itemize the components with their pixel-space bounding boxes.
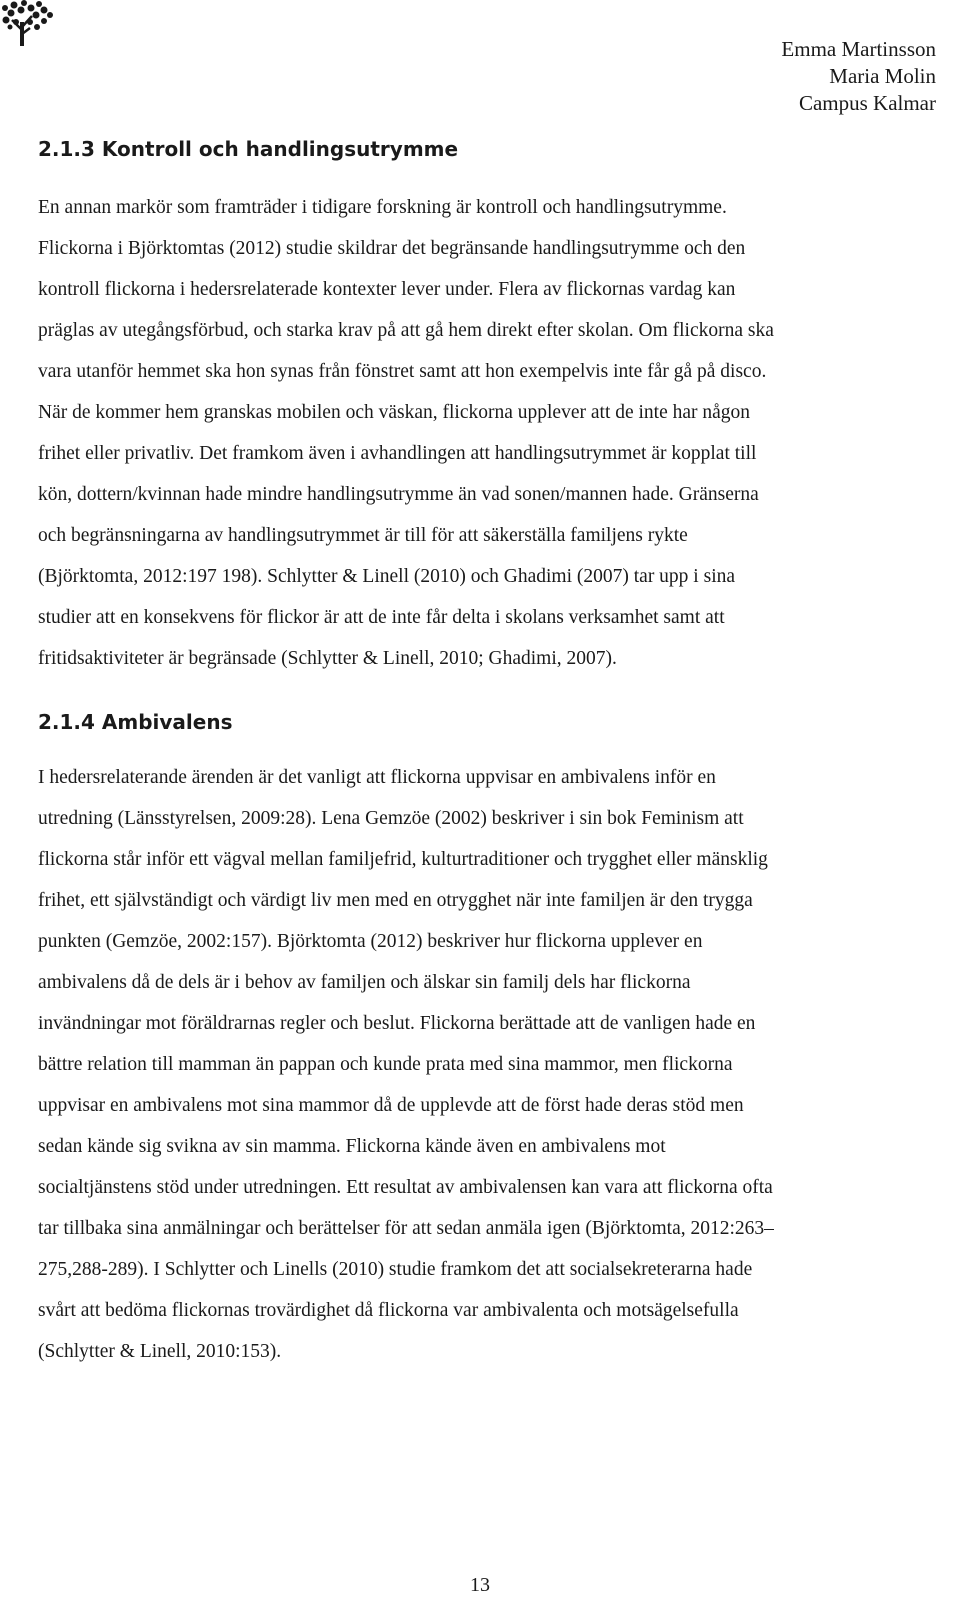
text-line: flickorna står inför ett vägval mellan familjefrid, kulturtraditioner och trygghet eller mänsklig	[38, 849, 768, 870]
header-campus: Campus Kalmar	[798, 91, 936, 115]
text-line: socialtjänstens stöd under utredningen. Ett resultat av ambivalensen kan vara att flickorna ofta	[38, 1177, 773, 1198]
page-number: 13	[470, 1574, 490, 1596]
paragraph-kontroll	[38, 187, 933, 679]
header-author-1: Emma Martinsson	[781, 37, 936, 61]
header-author-2: Maria Molin	[829, 64, 936, 88]
section-heading-ambivalens: 2.1.4 Ambivalens	[38, 710, 233, 734]
text-line: frihet, ett självständigt och värdigt liv men med en otrygghet när inte familjen är den trygga	[38, 890, 753, 911]
text-line: frihet eller privatliv. Det framkom även i avhandlingen att handlingsutrymmet är kopplat till	[38, 443, 757, 464]
text-line: utredning (Länsstyrelsen, 2009:28). Lena Gemzöe (2002) beskriver i sin bok Feminism att	[38, 808, 744, 829]
text-line: (Björktomta, 2012:197 198). Schlytter & Linell (2010) och Ghadimi (2007) tar upp i sina	[38, 566, 736, 587]
paragraph-ambivalens	[38, 757, 933, 1372]
text-line: 275,288-289). I Schlytter och Linells (2010) studie framkom det att socialsekreterarna hade	[38, 1259, 753, 1280]
text-line: och begränsningarna av handlingsutrymmet är till för att säkerställa familjens rykte	[38, 525, 688, 546]
text-line: uppvisar en ambivalens mot sina mammor då de upplevde att de först hade deras stöd men	[38, 1095, 744, 1116]
text-line: sedan kände sig svikna av sin mamma. Flickorna kände även en ambivalens mot	[38, 1136, 666, 1157]
text-line: bättre relation till mamman än pappan och kunde prata med sina mammor, men flickorna	[38, 1054, 733, 1075]
page-header	[781, 36, 936, 117]
text-line: fritidsaktiviteter är begränsade (Schlytter & Linell, 2010; Ghadimi, 2007).	[38, 648, 617, 669]
text-line: (Schlytter & Linell, 2010:153).	[38, 1341, 282, 1362]
section-heading-kontroll: 2.1.3 Kontroll och handlingsutrymme	[38, 137, 459, 161]
text-line: tar tillbaka sina anmälningar och berättelser för att sedan anmäla igen (Björktomta, 2012:263–	[38, 1218, 774, 1239]
text-line: Flickorna i Björktomtas (2012) studie skildrar det begränsande handlingsutrymme och den	[38, 238, 746, 259]
text-line: invändningar mot föräldrarnas regler och beslut. Flickorna berättade att de vanligen hade en	[38, 1013, 756, 1034]
text-line: kön, dottern/kvinnan hade mindre handlingsutrymme än vad sonen/mannen hade. Gränserna	[38, 484, 759, 505]
text-line: En annan markör som framträder i tidigare forskning är kontroll och handlingsutrymme.	[38, 197, 727, 218]
text-line: punkten (Gemzöe, 2002:157). Björktomta (2012) beskriver hur flickorna upplever en	[38, 931, 703, 952]
text-line: När de kommer hem granskas mobilen och väskan, flickorna upplever att de inte har någon	[38, 402, 751, 423]
text-line: präglas av utegångsförbud, och starka krav på att gå hem direkt efter skolan. Om flickorna ska	[38, 320, 774, 341]
text-line: studier att en konsekvens för flickor är att de inte får delta i skolans verksamhet samt att	[38, 607, 725, 628]
tree-logo-icon	[0, 0, 58, 46]
text-line: I hedersrelaterande ärenden är det vanligt att flickorna uppvisar en ambivalens inför en	[38, 767, 716, 788]
text-line: vara utanför hemmet ska hon synas från fönstret samt att hon exempelvis inte får gå på disco.	[38, 361, 767, 382]
text-line: kontroll flickorna i hedersrelaterade kontexter lever under. Flera av flickornas vardag kan	[38, 279, 736, 300]
text-line: ambivalens då de dels är i behov av familjen och älskar sin familj dels har flickorna	[38, 972, 691, 993]
text-line: svårt att bedöma flickornas trovärdighet då flickorna var ambivalenta och motsägelsefulla	[38, 1300, 739, 1321]
